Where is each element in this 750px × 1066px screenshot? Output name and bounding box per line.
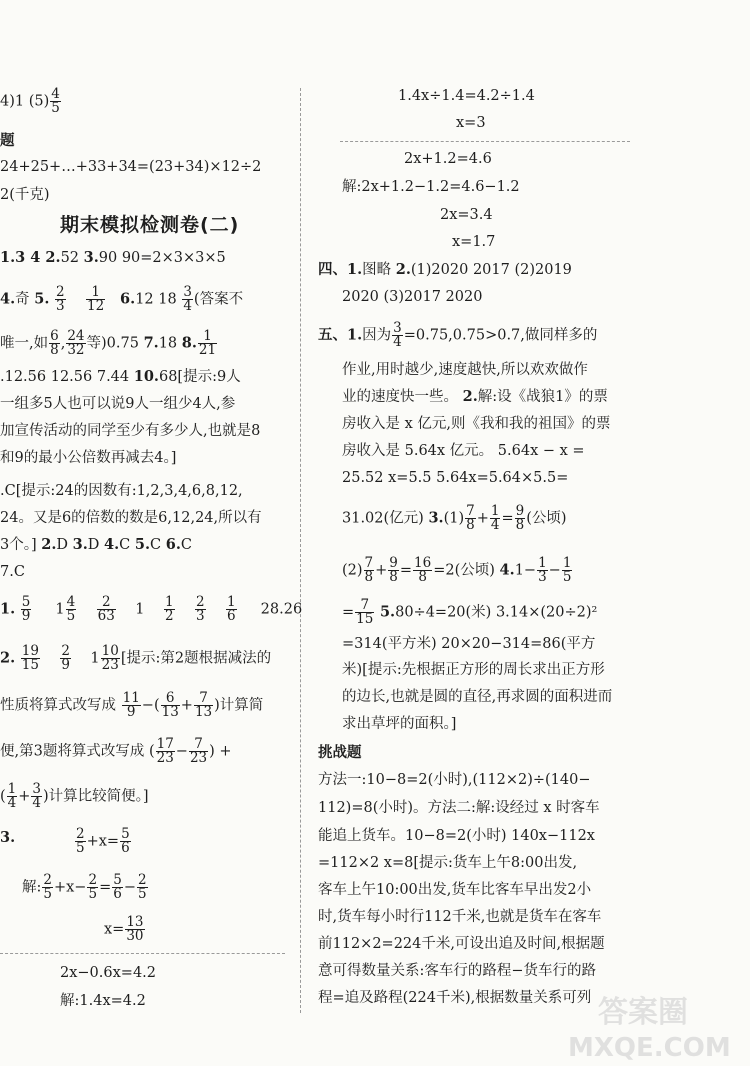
answer-line: 客车上午10:00出发,货车比客车早出发2小 <box>318 882 592 898</box>
answer-line: 时,货车每小时行112千米,也就是货车在客车 <box>318 909 602 925</box>
equation-line: 解:2x+1.2−1.2=4.6−1.2 <box>342 179 520 195</box>
equation-line: 2x−0.6x=4.2 <box>60 965 156 981</box>
answer-line: =314(平方米) 20×20−314=86(平方 <box>342 636 596 652</box>
answer-line: 作业,用时越少,速度越快,所以欢欢做作 <box>342 362 588 378</box>
equation-line: x= $\frac{13}{30}$ <box>104 914 144 944</box>
equation-line: 解: $\frac{2}{5}$ +x− $\frac{2}{5}$ = $\frac{5}{6}$ − $\frac{2}{5}$ <box>22 872 147 902</box>
answer-line: 一组多5人也可以说9人一组少4人,参 <box>0 396 236 412</box>
column-divider <box>300 88 301 1013</box>
answer-line: =112×2 x=8[提示:货车上午8:00出发, <box>318 855 578 871</box>
answer-line: 的边长,也就是圆的直径,再求圆的面积进而 <box>342 689 613 705</box>
answer-line: 五、1.因为 $\frac{3}{4}$ =0.75,0.75>0.7,做同样多的 <box>318 320 598 350</box>
answer-line: 2. $\frac{19}{15}$ $\frac{2}{9}$ 1 $\frac{10}{23}$ [提示:第2题根据减法的 <box>0 643 272 673</box>
answer-line: .12.56 12.56 7.44 10.68[提示:9人 <box>0 368 241 385</box>
answer-line: 7.C <box>0 564 25 580</box>
answer-line: 米)[提示:先根据正方形的周长求出正方形 <box>342 662 605 678</box>
equation-line: x=1.7 <box>452 234 496 250</box>
svg-text:MXQE.COM: MXQE.COM <box>568 1033 731 1062</box>
answer-line: 4)1 (5) $\frac{4}{5}$ <box>0 86 60 116</box>
section-heading: 题 <box>0 132 15 149</box>
answer-line: 1.3 4 2.52 3.90 90=2×3×3×5 <box>0 249 226 266</box>
answer-line: 意可得数量关系:客车行的路程−货车行的路 <box>318 963 597 979</box>
answer-line: 2020 (3)2017 2020 <box>342 289 483 305</box>
section-divider <box>340 141 630 142</box>
watermark-logo <box>558 990 748 1062</box>
equation-line: 解:1.4x=4.2 <box>60 993 146 1009</box>
answer-line: 便,第3题将算式改写成 ( $\frac{17}{23}$ − $\frac{7}{23}$ ) + <box>0 736 232 766</box>
equation-line: 2x=3.4 <box>440 207 493 223</box>
section-heading: 挑战题 <box>318 744 362 761</box>
equation-line: 2x+1.2=4.6 <box>404 151 492 167</box>
answer-line: 31.02(亿元) 3.(1) $\frac{7}{8}$ + $\frac{1}{4}$ = $\frac{9}{8}$ (公顷) <box>342 503 567 533</box>
answer-line: 房收入是 x 亿元,则《我和我的祖国》的票 <box>342 416 611 432</box>
equation-line: x=3 <box>456 115 486 131</box>
answer-line: 前112×2=224千米,可设出追及时间,根据题 <box>318 936 605 952</box>
answer-line: ( $\frac{1}{4}$ + $\frac{3}{4}$ )计算比较简便。] <box>0 781 149 811</box>
answer-line: 3. <box>0 829 16 846</box>
answer-line: 112)=8(小时)。方法二:解:设经过 x 时客车 <box>318 800 600 816</box>
answer-line: 四、1.图略 2.(1)2020 2017 (2)2019 <box>318 261 572 278</box>
answer-line: 24。又是6的倍数的数是6,12,24,所以有 <box>0 510 262 526</box>
answer-line: 性质将算式改写成 $\frac{11}{9}$ −( $\frac{6}{13}$ + $\frac{7}{13}$ )计算简 <box>0 690 264 720</box>
answer-line: 25.52 x=5.5 5.64x=5.64×5.5= <box>342 470 569 486</box>
equation-line: $\frac{2}{5}$ +x= $\frac{5}{6}$ <box>76 826 130 856</box>
answer-line: 求出草坪的面积。] <box>342 716 457 732</box>
answer-line: 4.奇 5. $\frac{2}{3}$ $\frac{1}{12}$ 6.12 18 $\frac{3}{4}$ (答案不 <box>0 284 244 314</box>
answer-line: 24+25+…+33+34=(23+34)×12÷2 <box>0 159 262 175</box>
answer-line: 1. $\frac{5}{9}$ 1 $\frac{4}{5}$ $\frac{2}{63}$ 1 $\frac{1}{2}$ $\frac{2}{3}$ $\frac{1}{6}$ 28.26 <box>0 594 303 624</box>
answer-line: 方法一:10−8=2(小时),(112×2)÷(140− <box>318 772 591 788</box>
svg-text:答案圈: 答案圈 <box>598 995 688 1030</box>
section-divider <box>0 953 285 954</box>
answer-line: 房收入是 5.64x 亿元。 5.64x − x = <box>342 443 585 459</box>
answer-line: 加宣传活动的同学至少有多少人,也就是8 <box>0 423 261 439</box>
answer-line: 3个。] 2.D 3.D 4.C 5.C 6.C <box>0 536 192 553</box>
answer-line: 业的速度快一些。 2.解:设《战狼1》的票 <box>342 388 608 405</box>
answer-line: 和9的最小公倍数再减去4。] <box>0 450 177 466</box>
answer-line: .C[提示:24的因数有:1,2,3,4,6,8,12, <box>0 483 243 499</box>
answer-line: = $\frac{7}{15}$ 5.80÷4=20(米) 3.14×(20÷2)² <box>342 597 598 627</box>
page-title: 期末模拟检测卷(二) <box>60 214 240 236</box>
answer-line: 程=追及路程(224千米),根据数量关系可列 <box>318 990 592 1006</box>
answer-line: 2(千克) <box>0 187 50 203</box>
answer-line: 唯一,如 $\frac{6}{8}$ , $\frac{24}{32}$ 等)0.75 7.18 8. $\frac{1}{21}$ <box>0 328 217 358</box>
answer-line: (2) $\frac{7}{8}$ + $\frac{9}{8}$ = $\frac{16}{8}$ =2(公顷) 4.1− $\frac{1}{3}$ − $\frac{1}{5}$ <box>342 555 572 585</box>
answer-line: 能追上货车。10−8=2(小时) 140x−112x <box>318 828 595 844</box>
equation-line: 1.4x÷1.4=4.2÷1.4 <box>398 88 535 104</box>
